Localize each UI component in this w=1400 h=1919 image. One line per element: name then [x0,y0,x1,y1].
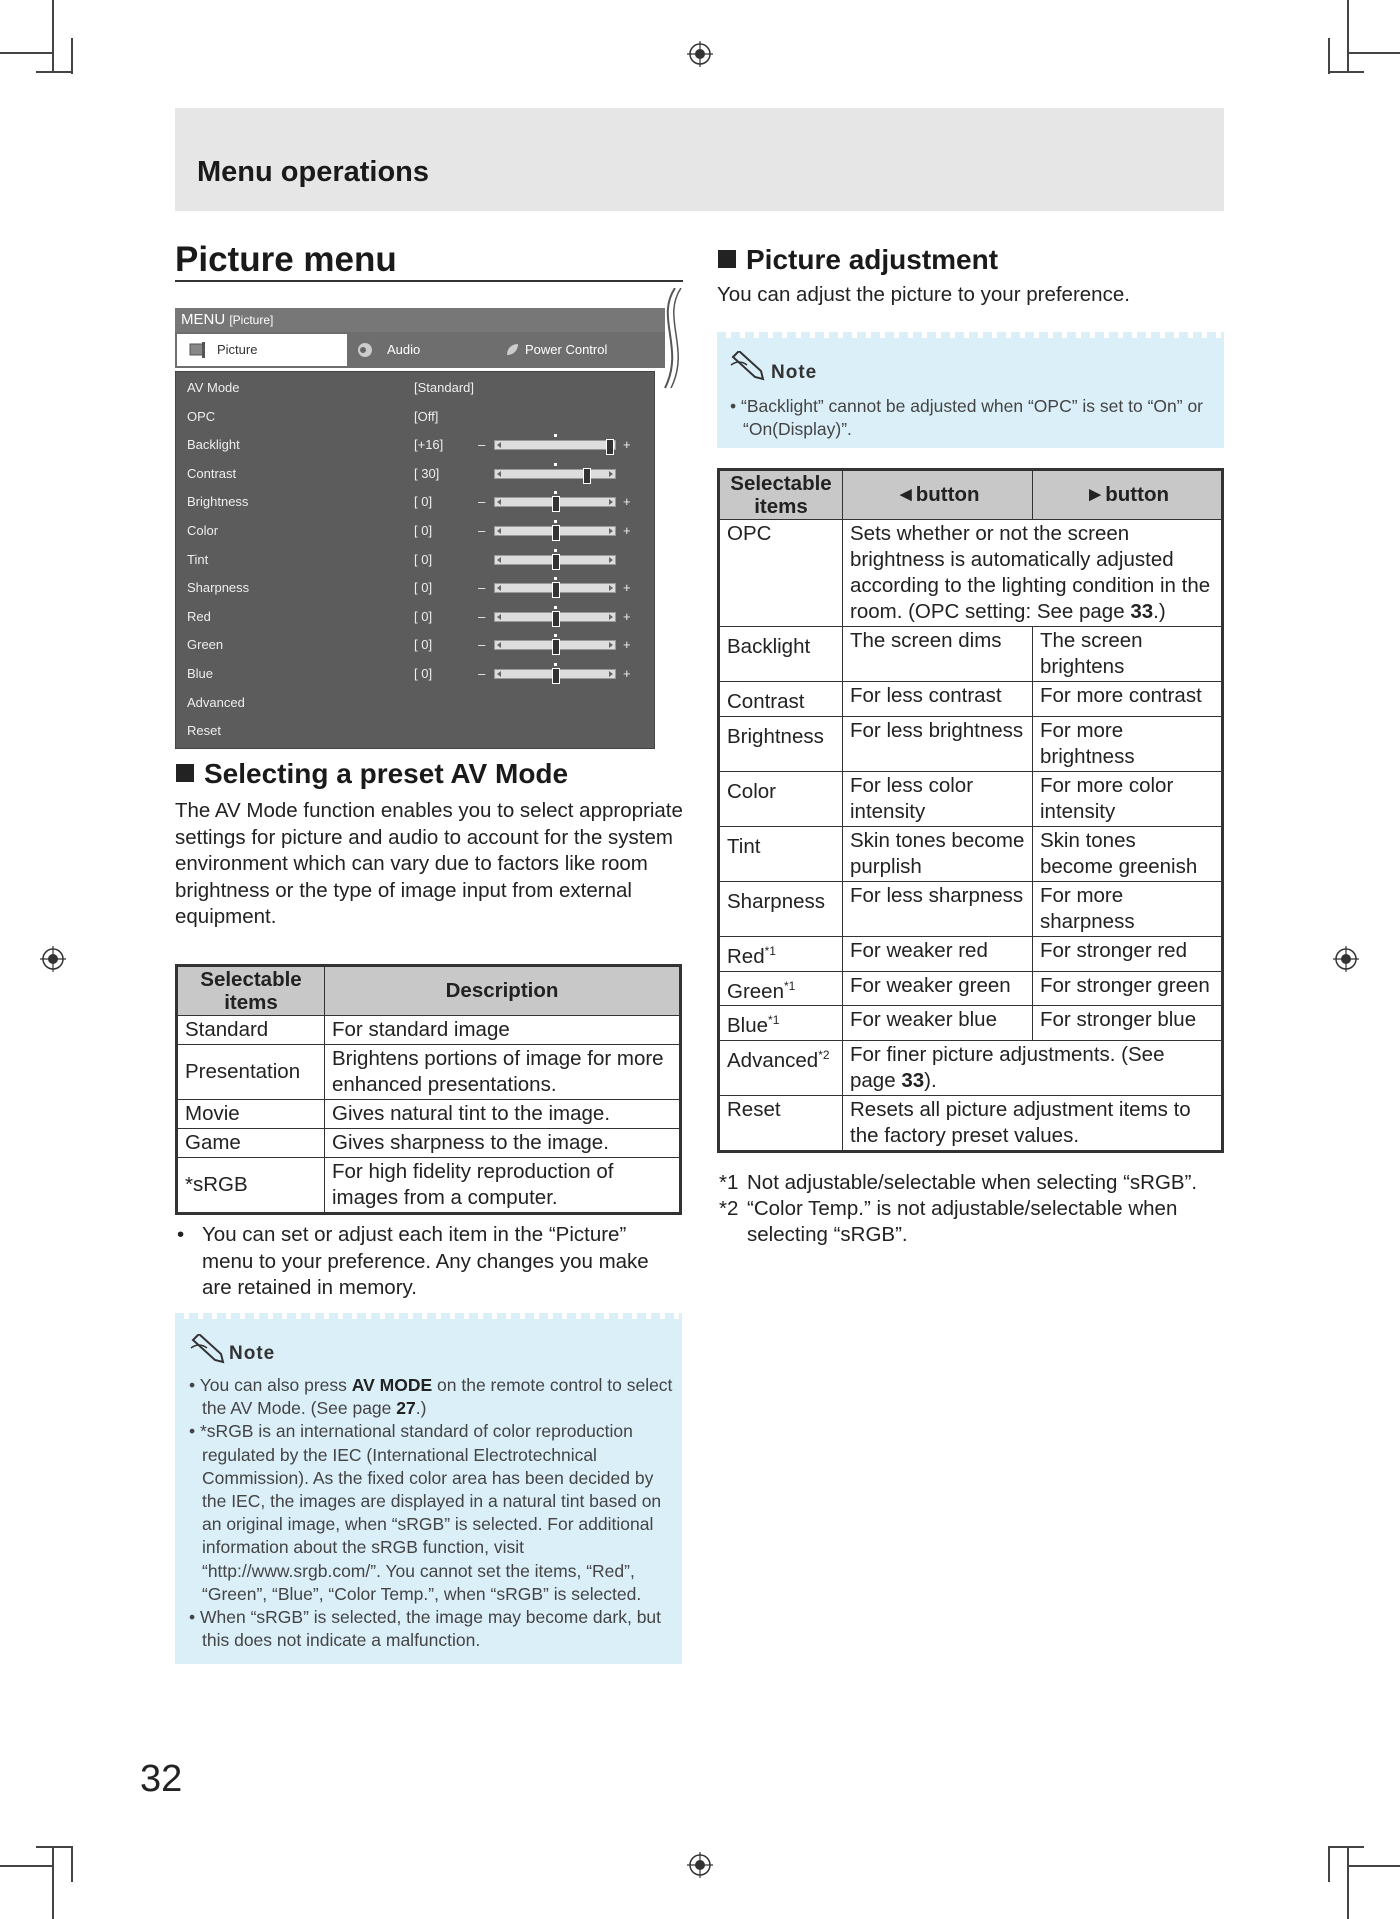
crop-mark [1347,0,1349,73]
table-cell: *sRGB [177,1158,325,1214]
crop-mark [1328,1846,1364,1848]
slider-right-arrow-icon [609,642,613,648]
table-row [719,971,1223,1006]
table-cell: For less contrast [843,682,1033,717]
osd-slider-bar [494,555,616,565]
osd-slider-bar [494,640,616,650]
audio-icon [357,342,373,358]
osd-menu-context: [Picture] [229,313,274,327]
slider-right-arrow-icon [609,557,613,563]
osd-row-value: [ 0] [414,666,433,681]
picture-icon [189,342,207,358]
registration-mark-icon [1333,946,1359,972]
square-bullet-icon [718,250,736,268]
slider-left-arrow-icon [497,442,501,448]
osd-slider-bar [494,669,616,679]
footnote [719,1196,1224,1248]
table-row [719,936,1223,971]
crop-mark [0,52,53,54]
slider-right-arrow-icon [609,499,613,505]
osd-tab-power-control [505,332,665,368]
table-row [719,881,1223,936]
note-page-ref: 27 [396,1398,416,1419]
footnote-ref: *2 [818,1048,830,1063]
table-cell: Reset [719,1096,843,1152]
cell-text: Green [727,979,784,1003]
table-cell: For less brightness [843,716,1033,771]
crop-mark [1328,1846,1330,1882]
square-bullet-icon [176,764,194,782]
footnote-ref: *1 [783,978,796,993]
note-item: • “Backlight” cannot be adjusted when “OPC” is set to “On” or “On(Display)”. [730,396,1204,440]
table-cell: Game [177,1129,325,1158]
osd-row-value: [ 30] [414,465,440,481]
table-cell [843,520,1223,627]
note-text-bold: AV MODE [351,1375,433,1395]
note-border [175,1313,682,1319]
table-cell [719,936,843,971]
cell-text: Blue [727,1014,769,1038]
note-box [175,1313,682,1664]
slider-center-tick [554,634,557,637]
cell-text: For finer picture adjustments. (See page [850,1043,1165,1093]
table-cell: For weaker green [843,971,1033,1006]
slider-right-arrow-icon [609,671,613,677]
osd-row-value: [ 0] [414,608,433,624]
table-row [719,716,1223,771]
registration-mark-icon [687,1852,713,1878]
table-cell [719,881,843,936]
osd-menu-row [176,460,654,488]
leaf-icon [505,343,519,357]
table-cell: For more brightness [1033,716,1223,771]
page-number: 32 [140,1758,183,1800]
osd-plus-sign: + [623,580,631,596]
table-row [177,1158,681,1214]
picture-adjustment-intro: You can adjust the picture to your preference. [717,283,1130,306]
note-text: .) [415,1398,427,1419]
cell-text: Red [727,944,765,968]
slider-knob [552,496,560,512]
slider-left-arrow-icon [497,528,501,534]
table-row [177,1100,681,1129]
note-text: When “sRGB” is selected, the image may become dark, but this does not indicate a malfunction. [200,1607,662,1651]
cell-text: Backlight [727,634,811,658]
table-header-cell: Selectable items [719,470,843,520]
osd-row-label: Blue [187,666,214,681]
slider-knob [552,668,560,684]
osd-tab-picture [177,334,347,366]
title-rule [175,280,683,282]
osd-tab-label: Audio [387,342,421,357]
osd-minus-sign: – [478,494,486,510]
osd-menu-row [176,603,654,631]
osd-slider-bar [494,526,616,536]
osd-menu-header [175,308,665,332]
osd-plus-sign: + [623,494,631,510]
table-cell: For weaker blue [843,1006,1033,1041]
table-header-cell: Selectable items [177,966,325,1016]
slider-center-tick [554,491,557,494]
table-cell [719,826,843,881]
slider-knob [552,525,560,541]
note-item: • *sRGB is an international standard of color reproduction regulated by the IEC (International Electrotechnical Commission). As the fixed color area has been decided by the IEC, the images are displayed in a natural tint based on an original image, when “sRGB” is selected. For additional information about the sRGB function, visit “http://www.srgb.com/”. You cannot set the items, “Red”, “Green”, “Blue”, “Color Temp.”, when “sRGB” is selected. [189,1421,662,1604]
osd-row-label: Advanced [187,694,245,710]
osd-row-value: [ 0] [414,523,433,538]
osd-menu-label: MENU [181,311,226,328]
osd-menu-row [176,660,654,688]
note-item: • When “sRGB” is selected, the image may become dark, but this does not indicate a malfunction. [189,1607,662,1651]
osd-slider-bar [494,497,616,507]
slider-left-arrow-icon [497,614,501,620]
osd-row-value: [Standard] [414,380,474,395]
slider-left-arrow-icon [497,499,501,505]
table-cell: Gives sharpness to the image. [325,1129,681,1158]
osd-row-label: Color [187,523,219,538]
osd-row-label: Sharpness [187,580,250,596]
slider-center-tick [554,463,557,466]
crop-mark [71,1846,73,1882]
table-cell [719,1006,843,1041]
osd-minus-sign: – [478,637,486,653]
table-header-row [177,966,681,1016]
table-cell: Skin tones become purplish [843,826,1033,881]
slider-left-arrow-icon [497,671,501,677]
page-curl-icon [655,288,685,398]
cell-text: Sets whether or not the screen brightness is automatically adjusted according to the lighting condition in the room. (OPC setting: See page [850,522,1211,623]
crop-mark [1328,71,1364,73]
cell-text: Brightness [727,724,824,748]
table-cell [843,1041,1223,1096]
table-cell: Presentation [177,1045,325,1100]
slider-right-arrow-icon [609,585,613,591]
table-cell [719,771,843,826]
slider-knob [583,468,591,484]
crop-mark [52,1846,54,1919]
slider-left-arrow-icon [497,471,501,477]
crop-mark [52,0,54,73]
slider-left-arrow-icon [497,642,501,648]
table-cell: For more contrast [1033,682,1223,717]
page-title: Picture menu [175,240,397,279]
note-box [717,332,1224,448]
osd-menu-row [176,517,654,545]
osd-row-value: [ 0] [414,637,433,653]
osd-row-value: [+16] [414,437,444,453]
cell-text: Sharpness [727,889,826,913]
table-cell: Movie [177,1100,325,1129]
crop-mark [1347,1865,1400,1867]
osd-plus-sign: + [623,437,631,453]
table-cell: Brightens portions of image for more enhanced presentations. [325,1045,681,1100]
note-list [730,395,1220,441]
crop-mark [1347,1846,1349,1919]
osd-plus-sign: + [623,608,631,624]
table-cell: For more color intensity [1033,771,1223,826]
note-title: Note [771,362,818,383]
table-cell [719,971,843,1006]
note-list [189,1374,674,1652]
cell-text: .) [1153,600,1166,623]
table-cell: For more sharpness [1033,881,1223,936]
note-text: on the remote control to select the AV Mode. (See page [202,1375,673,1419]
table-row [177,1045,681,1100]
table-cell [719,1041,843,1096]
bullet-item [177,1222,682,1302]
table-header-cell: ►button [1033,470,1223,520]
osd-minus-sign: – [478,437,486,453]
crop-mark [71,38,73,74]
table-row [719,771,1223,826]
slider-right-arrow-icon [609,614,613,620]
osd-menu-list [175,371,655,749]
table-cell: For stronger blue [1033,1006,1223,1041]
registration-mark-icon [687,41,713,67]
table-cell [719,682,843,717]
table-row [177,1129,681,1158]
note-title: Note [229,1343,276,1364]
osd-row-label: Green [187,637,224,653]
osd-slider-bar [494,469,616,479]
osd-slider-bar [494,440,616,450]
osd-tab-label: Picture [217,342,258,357]
osd-minus-sign: – [478,608,486,624]
slider-center-tick [554,520,557,523]
table-cell: For less sharpness [843,881,1033,936]
osd-menu-row [176,631,654,659]
table-cell: For stronger red [1033,936,1223,971]
picture-adjustment-table [717,468,1224,1153]
osd-row-value: [ 0] [414,580,433,596]
footnote-mark: *1 [719,1171,739,1194]
osd-menu-row [176,374,654,402]
slider-knob [606,439,614,455]
slider-center-tick [554,577,557,580]
osd-menu-row [176,431,654,459]
table-row [719,520,1223,627]
adjustment-rows [719,627,1223,1041]
osd-row-label: Red [187,608,211,624]
table-cell: For less color intensity [843,771,1033,826]
osd-minus-sign: – [478,580,486,596]
av-section-title-text: Selecting a preset AV Mode [204,758,569,789]
osd-row-label: OPC [187,408,216,424]
note-text: You can also press [199,1375,352,1395]
note-text: “Backlight” cannot be adjusted when “OPC” is set to “On” or “On(Display)”. [741,396,1204,440]
table-row [719,1041,1223,1096]
slider-center-tick [554,663,557,666]
slider-knob [552,611,560,627]
slider-center-tick [554,606,557,609]
footnote-text: “Color Temp.” is not adjustable/selectable when selecting “sRGB”. [747,1197,1178,1246]
note-item: • You can also press AV MODE on the remote control to select the AV Mode. (See page 27.) [189,1375,673,1419]
slider-right-arrow-icon [609,528,613,534]
osd-row-value: [ 0] [414,551,433,567]
table-row [719,1006,1223,1041]
osd-minus-sign: – [478,666,486,681]
table-row [177,1016,681,1045]
osd-plus-sign: + [623,523,631,538]
crop-mark [1328,38,1330,74]
osd-row-label: AV Mode [187,380,240,395]
osd-plus-sign: + [623,666,631,681]
picture-adjustment-title [718,244,998,276]
table-header-row [719,470,1223,520]
osd-row-value: [Off] [414,408,439,424]
crop-mark [36,71,72,73]
osd-row-value: [ 0] [414,494,433,510]
registration-mark-icon [40,946,66,972]
osd-menu-row [176,717,654,745]
table-cell: Standard [177,1016,325,1045]
osd-tab-bar [175,332,665,368]
table-row [719,682,1223,717]
osd-plus-sign: + [623,637,631,653]
table-cell: The screen brightens [1033,627,1223,682]
bullet-dot-icon: • [177,1223,185,1246]
osd-menu-row [176,574,654,602]
table-row [719,1096,1223,1152]
table-cell [719,716,843,771]
osd-menu-row [176,488,654,516]
table-cell: For stronger green [1033,971,1223,1006]
table-cell: Resets all picture adjustment items to the factory preset values. [843,1096,1223,1152]
table-cell: Skin tones become greenish [1033,826,1223,881]
page-ref: 33 [1130,600,1154,623]
note-border [717,332,1224,338]
cell-text: ). [924,1069,937,1093]
osd-menu-row [176,403,654,431]
cell-text: Contrast [727,689,805,713]
slider-right-arrow-icon [609,471,613,477]
crop-mark [1347,52,1400,54]
table-cell [719,627,843,682]
osd-menu-row [176,689,654,717]
slider-knob [552,582,560,598]
footnote-ref: *1 [764,943,776,958]
cell-text: Color [727,779,776,803]
footnote-text: Not adjustable/selectable when selecting “sRGB”. [747,1171,1198,1194]
footnote-mark: *2 [719,1197,739,1220]
table-cell: For standard image [325,1016,681,1045]
osd-row-label: Contrast [187,465,237,481]
osd-tab-label: Power Control [525,342,608,357]
table-header-cell: Description [325,966,681,1016]
av-mode-table [175,964,682,1215]
table-cell: OPC [719,520,843,627]
note-text: *sRGB is an international standard of color reproduction regulated by the IEC (International Electrotechnical Commission). As the fixed color area has been decided by the IEC, the images are displayed in a natural tint based on an original image, when “sRGB” is selected. For additional information about the sRGB function, visit “http://www.srgb.com/”. You cannot set the items, “Red”, “Green”, “Blue”, “Color Temp.”, when “sRGB” is selected. [200,1421,662,1604]
osd-tab-audio [347,332,497,368]
header-band [175,108,1224,211]
crop-mark [36,1846,72,1848]
slider-knob [552,554,560,570]
slider-center-tick [554,434,557,437]
av-section-title [176,758,568,790]
av-section-body: The AV Mode function enables you to select appropriate settings for picture and audio to account for the system environment which can vary due to factors like room brightness or the type of image input from external equipment. [175,799,683,928]
slider-left-arrow-icon [497,585,501,591]
page-ref: 33 [901,1069,925,1093]
table-row [719,826,1223,881]
cell-text: Advanced [727,1049,819,1073]
cell-text: Tint [727,834,761,858]
osd-row-label: Reset [187,723,221,739]
pencil-note-icon [729,351,769,383]
table-row [719,627,1223,682]
osd-menu-row [176,546,654,574]
osd-row-label: Brightness [187,494,249,510]
osd-slider-bar [494,612,616,622]
footnote-ref: *1 [768,1013,780,1028]
osd-minus-sign: – [478,523,486,538]
table-header-cell: ◄button [843,470,1033,520]
table-cell: For high fidelity reproduction of images from a computer. [325,1158,681,1214]
osd-slider-bar [494,583,616,593]
osd-row-label: Backlight [187,437,240,453]
crop-mark [0,1865,53,1867]
picture-adjustment-title-text: Picture adjustment [746,244,999,275]
bullet-text: You can set or adjust each item in the “Picture” menu to your preference. Any changes you make are retained in memory. [202,1223,649,1299]
slider-left-arrow-icon [497,557,501,563]
table-cell: The screen dims [843,627,1033,682]
table-cell: Gives natural tint to the image. [325,1100,681,1129]
slider-center-tick [554,549,557,552]
osd-row-label: Tint [187,551,209,567]
table-cell: For weaker red [843,936,1033,971]
footnote [719,1170,1239,1196]
slider-knob [552,639,560,655]
header-title: Menu operations [197,156,430,188]
pencil-note-icon [189,1334,229,1366]
